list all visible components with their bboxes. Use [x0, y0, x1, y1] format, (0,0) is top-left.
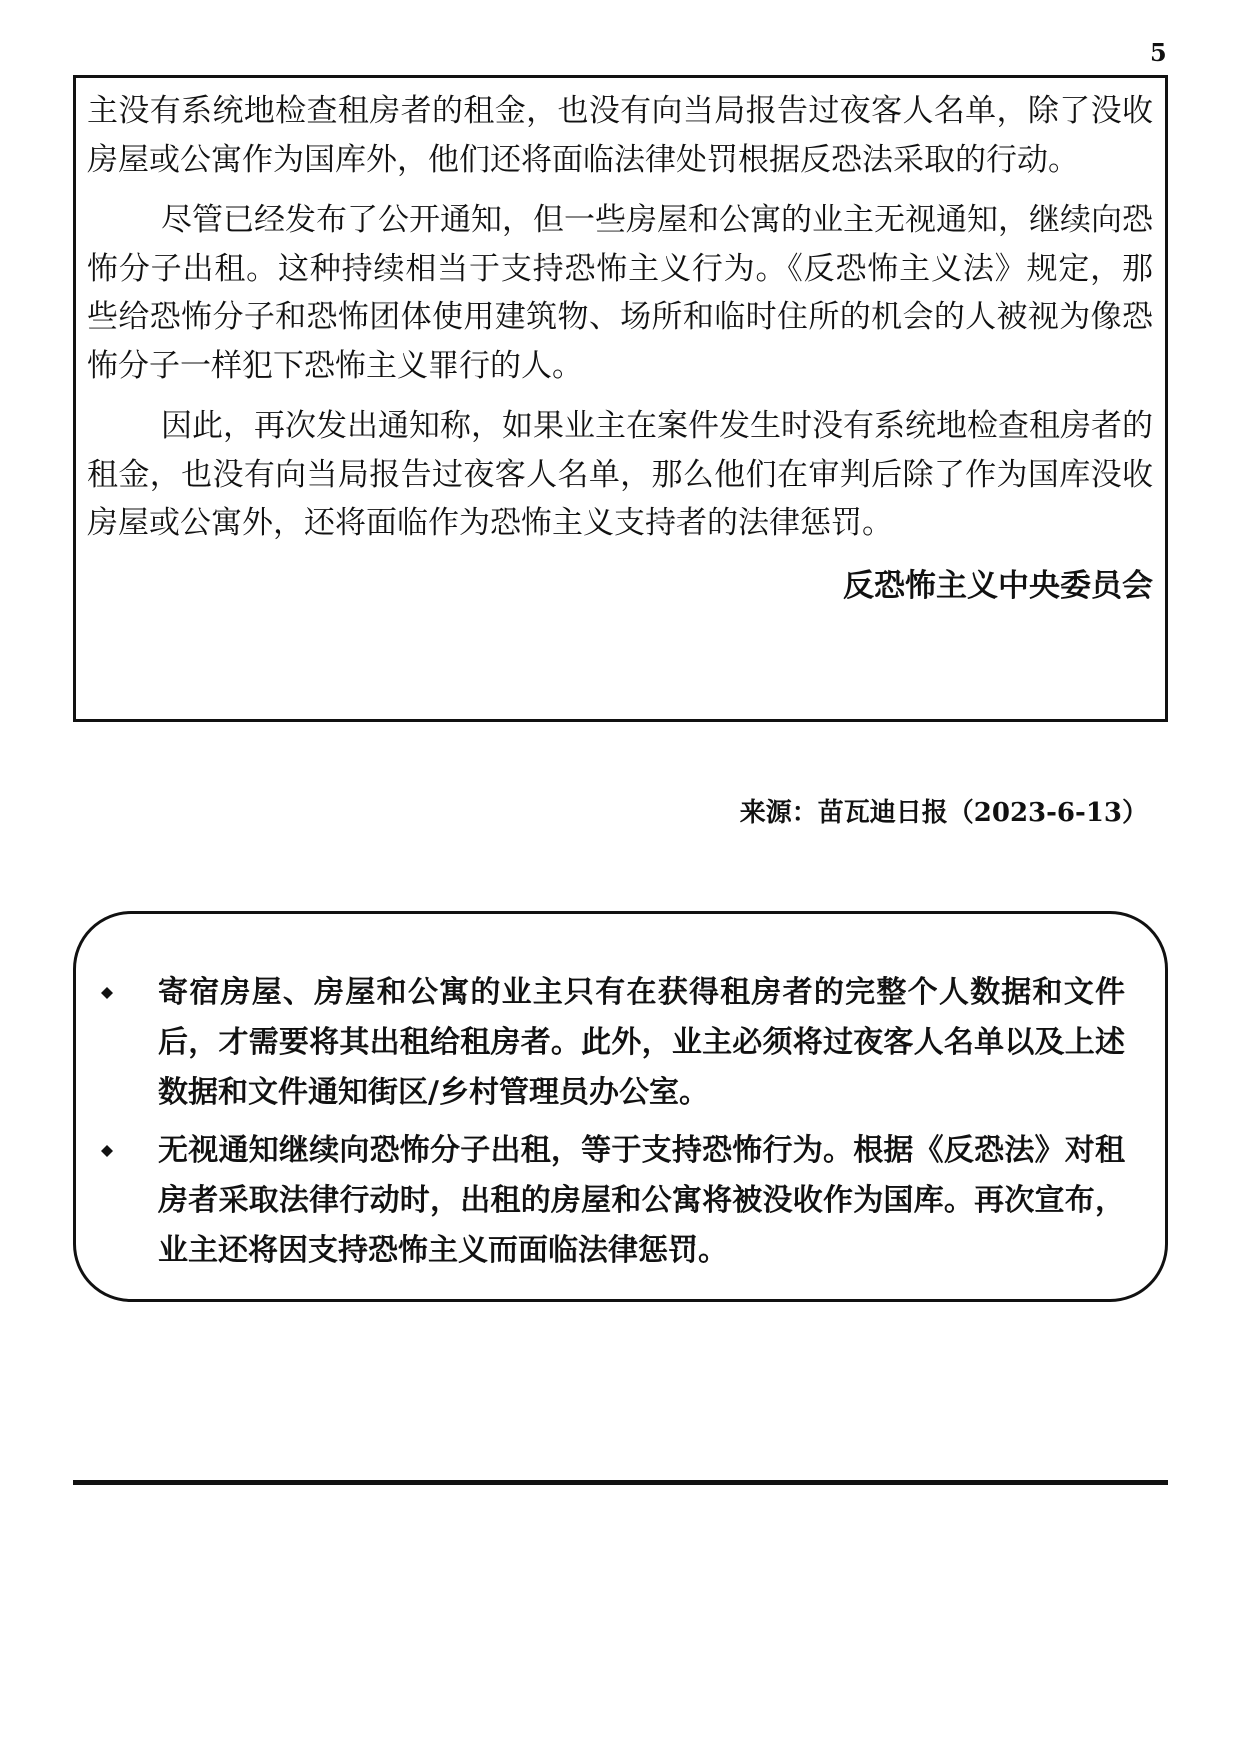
notice-box [73, 75, 1168, 722]
bottom-divider [73, 1480, 1168, 1485]
summary-box [73, 911, 1168, 1302]
summary-item [100, 968, 1125, 1118]
page-number: 5 [1150, 38, 1167, 67]
notice-paragraph-2: 尽管已经发布了公开通知，但一些房屋和公寓的业主无视通知，继续向恐怖分子出租。这种持续相当于支持恐怖主义行为。《反恐怖主义法》规定，那些给恐怖分子和恐怖团体使用建筑物、场所和临时住所的机会的人被视为像恐怖分子一样犯下恐怖主义罪行的人。 [87, 202, 1153, 384]
summary-item-text: 无视通知继续向恐怖分子出租，等于支持恐怖行为。根据《反恐法》对租房者采取法律行动时，出租的房屋和公寓将被没收作为国库。再次宣布，业主还将因支持恐怖主义而面临法律惩罚。 [158, 1133, 1125, 1268]
summary-item-text: 寄宿房屋、房屋和公寓的业主只有在获得租房者的完整个人数据和文件后，才需要将其出租给租房者。此外，业主必须将过夜客人名单以及上述数据和文件通知街区/乡村管理员办公室。 [158, 975, 1125, 1110]
notice-paragraph-3: 因此，再次发出通知称，如果业主在案件发生时没有系统地检查租房者的租金，也没有向当局报告过夜客人名单，那么他们在审判后除了作为国库没收房屋或公寓外，还将面临作为恐怖主义支持者的法律惩罚。 [87, 408, 1153, 541]
summary-item [100, 1126, 1125, 1276]
notice-paragraph-1: 主没有系统地检查租房者的租金，也没有向当局报告过夜客人名单，除了没收房屋或公寓作为国库外，他们还将面临法律处罚根据反恐法采取的行动。 [87, 93, 1153, 178]
diamond-bullet-icon [100, 1144, 114, 1158]
source-citation: 来源：苗瓦迪日报（2023-6-13） [739, 798, 1148, 828]
summary-list [100, 968, 1125, 1276]
notice-signature: 反恐怖主义中央委员会 [843, 567, 1153, 604]
diamond-bullet-icon [100, 986, 114, 1000]
